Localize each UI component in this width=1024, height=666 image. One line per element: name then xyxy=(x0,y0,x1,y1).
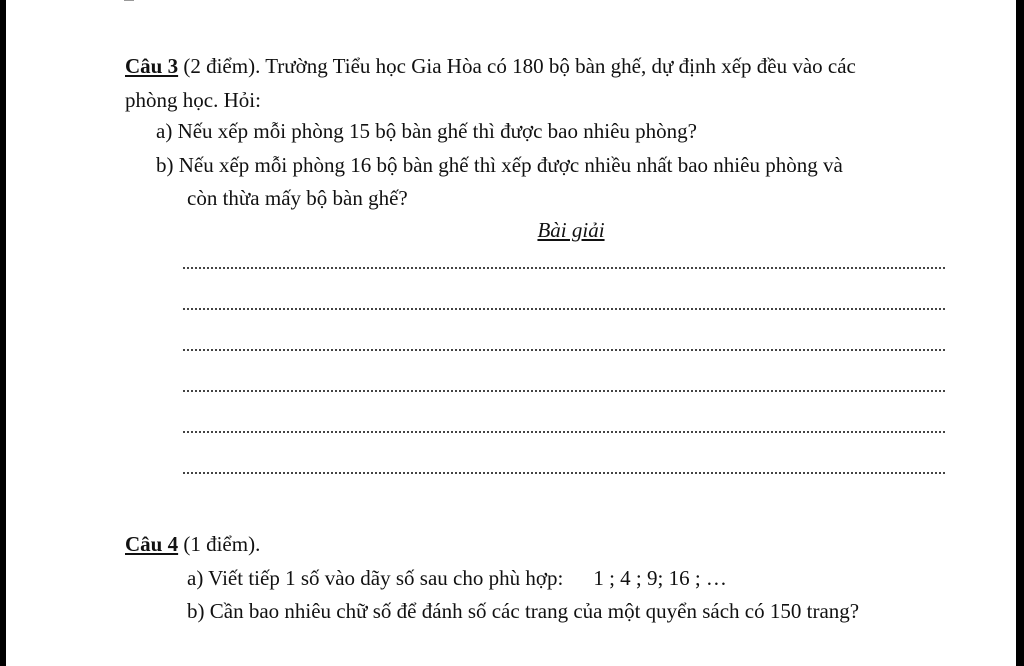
solution-title-row xyxy=(6,216,1016,244)
q4-part-a-row xyxy=(187,564,727,592)
q3-intro-line1 xyxy=(125,52,856,80)
document-page xyxy=(6,0,1016,666)
corner-mark xyxy=(124,0,134,1)
answer-line xyxy=(183,390,945,392)
answer-line xyxy=(183,267,945,269)
answer-line xyxy=(183,308,945,310)
answer-line xyxy=(183,431,945,433)
q3-part-b-line2: còn thừa mấy bộ bàn ghế? xyxy=(187,186,408,210)
answer-line xyxy=(183,349,945,351)
q3-part-a: a) Nếu xếp mỗi phòng 15 bộ bàn ghế thì được bao nhiêu phòng? xyxy=(156,119,697,143)
q3-part-b-line1: b) Nếu xếp mỗi phòng 16 bộ bàn ghế thì xếp được nhiều nhất bao nhiêu phòng và xyxy=(156,153,843,177)
q4-sequence: 1 ; 4 ; 9; 16 ; … xyxy=(593,566,727,590)
solution-title: Bài giải xyxy=(537,218,605,242)
q3-intro-rest: (2 điểm). Trường Tiểu học Gia Hòa có 180 bộ bàn ghế, dự định xếp đều vào các xyxy=(178,54,856,78)
q4-part-a: a) Viết tiếp 1 số vào dãy số sau cho phù hợp: xyxy=(187,566,564,590)
q3-label: Câu 3 xyxy=(125,54,179,78)
q3-intro-line2: phòng học. Hỏi: xyxy=(125,88,261,112)
q4-intro xyxy=(125,530,260,558)
q4-label: Câu 4 xyxy=(125,532,179,556)
q4-part-b: b) Cần bao nhiêu chữ số để đánh số các trang của một quyển sách có 150 trang? xyxy=(187,599,860,623)
q4-intro-rest: (1 điểm). xyxy=(178,532,261,556)
answer-line xyxy=(183,472,945,474)
